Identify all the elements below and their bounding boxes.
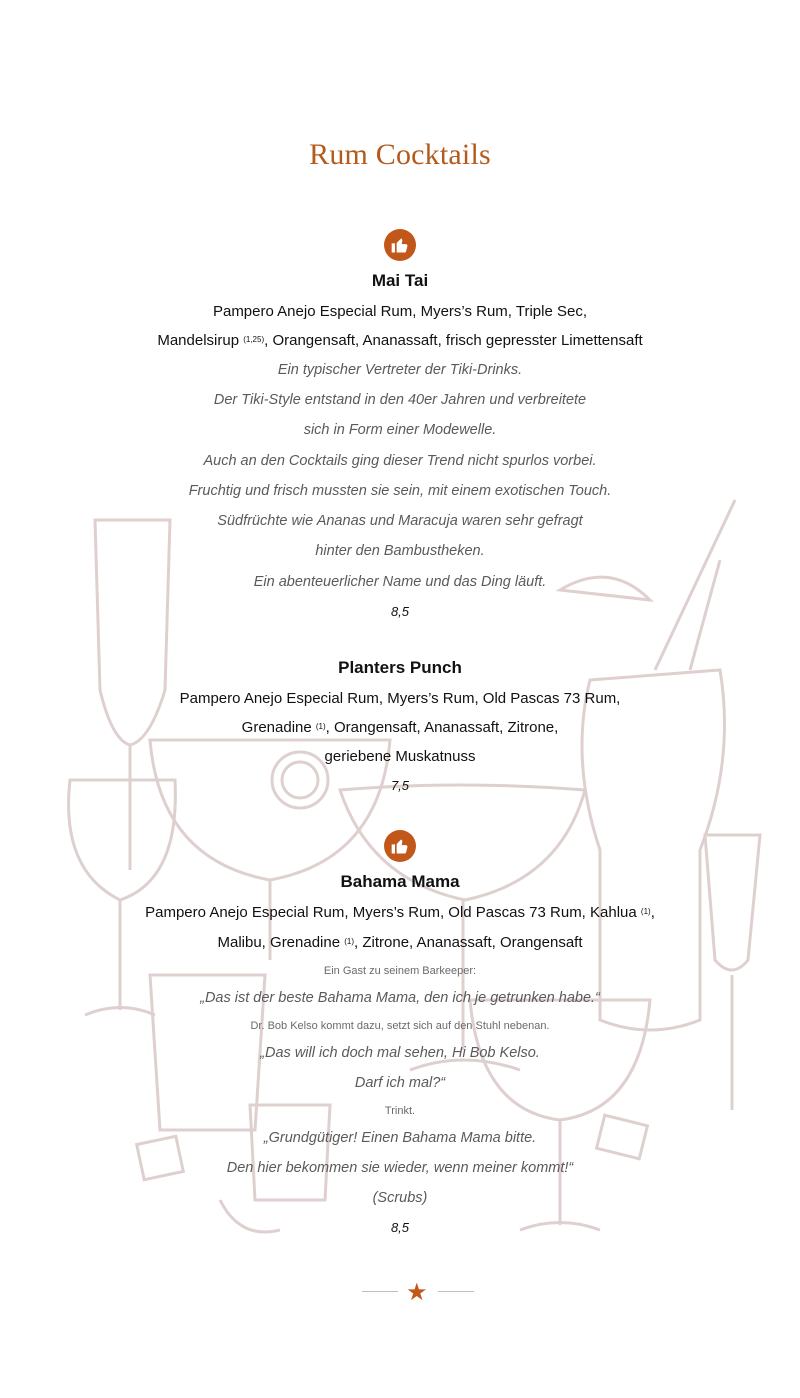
allergen-note: (1) [344, 937, 355, 946]
cocktail-ingredients: Grenadine $^{(1)}$, Orangensaft, Ananassaft, Zitrone, [241, 719, 559, 736]
cocktail-ingredients: Pampero Anejo Especial Rum, Myers’s Rum, Old Pascas 73 Rum, [179, 690, 621, 707]
cocktail-price: 7,5 [390, 778, 410, 793]
cocktail-description: Ein abenteuerlicher Name und das Ding läuft. [253, 574, 547, 590]
cocktail-description: Fruchtig und frisch mussten sie sein, mit einem exotischen Touch. [188, 483, 612, 499]
footer-ornament [0, 1278, 800, 1308]
cocktail-ingredients: Malibu, Grenadine $^{(1)}$, Zitrone, Ananassaft, Orangensaft [217, 934, 583, 951]
cocktail-price: 8,5 [390, 604, 410, 619]
page-title: Rum Cocktails [309, 138, 491, 171]
allergen-note: (1) [640, 907, 651, 916]
cocktail-description: Südfrüchte wie Ananas und Maracuja waren sehr gefragt [217, 513, 583, 529]
cocktail-description: Auch an den Cocktails ging dieser Trend nicht spurlos vorbei. [203, 453, 597, 469]
cocktail-description: sich in Form einer Modewelle. [303, 422, 497, 438]
story-note: Trinkt. [384, 1105, 416, 1117]
cocktail-ingredients: Mandelsirup $^{(1,25)}$, Orangensaft, Ananassaft, frisch gepresster Limettensaft [157, 332, 643, 349]
cocktail-name: Bahama Mama [340, 872, 460, 891]
story-quote: Den hier bekommen sie wieder, wenn meiner kommt!“ [226, 1160, 574, 1176]
cocktail-description: Ein typischer Vertreter der Tiki-Drinks. [277, 362, 523, 378]
story-quote: „Grundgütiger! Einen Bahama Mama bitte. [263, 1130, 537, 1146]
cocktail-name: Mai Tai [371, 271, 429, 290]
story-quote: „Das will ich doch mal sehen, Hi Bob Kelso. [260, 1045, 540, 1061]
story-quote: Darf ich mal?“ [354, 1075, 446, 1091]
cocktail-ingredients: Pampero Anejo Especial Rum, Myers’s Rum, Triple Sec, [212, 303, 588, 320]
story-source: (Scrubs) [372, 1190, 428, 1206]
story-quote: „Das ist der beste Bahama Mama, den ich je getrunken habe.“ [200, 990, 600, 1006]
cocktail-description: Der Tiki-Style entstand in den 40er Jahren und verbreitete [213, 392, 587, 408]
allergen-note: (1,25) [243, 335, 265, 344]
cocktail-name: Planters Punch [338, 658, 462, 677]
cocktail-ingredients: geriebene Muskatnuss [324, 748, 476, 765]
thumbs-up-icon [384, 229, 416, 261]
cocktail-price: 8,5 [390, 1220, 410, 1235]
divider [438, 1291, 474, 1292]
allergen-note: (1) [315, 722, 326, 731]
divider [362, 1291, 398, 1292]
story-note: Dr. Bob Kelso kommt dazu, setzt sich auf den Stuhl nebenan. [250, 1020, 550, 1032]
story-note: Ein Gast zu seinem Barkeeper: [323, 965, 477, 977]
cocktail-description: hinter den Bambustheken. [315, 543, 485, 559]
star-icon: ★ [406, 1278, 428, 1306]
thumbs-up-icon [384, 830, 416, 862]
cocktail-ingredients: Pampero Anejo Especial Rum, Myers’s Rum, Old Pascas 73 Rum, Kahlua $^{(1)}$, [145, 904, 655, 921]
